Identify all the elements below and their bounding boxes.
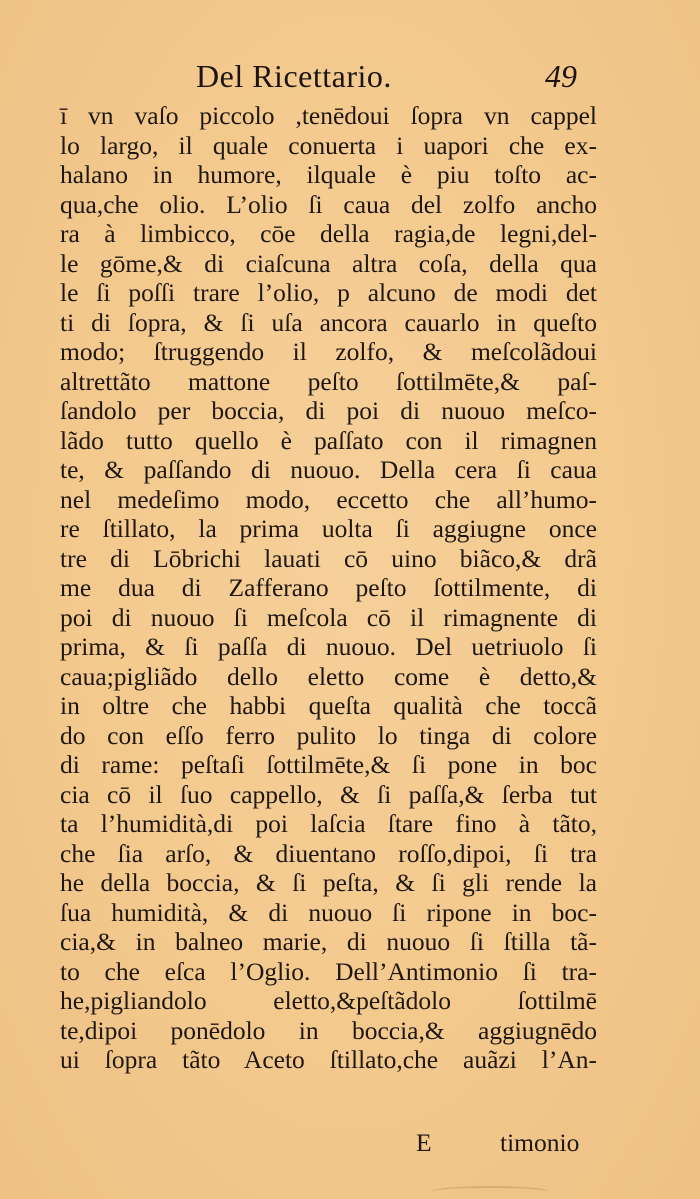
page-footer	[0, 1128, 700, 1162]
text-line: do con eſſo ferro pulito lo tinga di colore	[60, 720, 597, 750]
text-line: le ſi poſſi trare l’olio, p alcuno de modi det	[60, 278, 597, 307]
text-line: di rame: peſtaſi ſottilmēte,& ſi pone in boc	[60, 750, 597, 779]
text-line: he,pigliandolo eletto,&peſtãdolo ſottilmē	[60, 986, 597, 1015]
text-line: altrettãto mattone peſto ſottilmēte,& paſ-	[60, 366, 597, 396]
catchword: timonio	[500, 1128, 580, 1157]
text-line: cia cō il ſuo cappello, & ſi paſſa,& ſerba tut	[60, 779, 597, 809]
text-line: prima, & ſi paſſa di nuouo. Del uetriuolo ſi	[60, 632, 597, 661]
page-header	[0, 54, 700, 104]
text-line: tre di Lōbrichi lauati cō uino biãco,& drã	[60, 543, 597, 573]
text-line: halano in humore, ilquale è piu toſto ac-	[60, 160, 597, 189]
signature-mark: E	[416, 1128, 432, 1157]
text-line: re ſtillato, la prima uolta ſi aggiugne once	[60, 514, 597, 543]
text-line: ra à limbicco, cōe della ragia,de legni,del-	[60, 219, 597, 248]
running-head: Del Ricettario.	[196, 58, 392, 94]
page-number: 49	[545, 58, 577, 94]
text-line: in oltre che habbi queſta qualità che toccã	[60, 691, 597, 720]
text-line: me dua di Zafferano peſto ſottilmente, di	[60, 573, 597, 602]
text-line: ui ſopra tãto Aceto ſtillato,che auãzi l’An-	[60, 1045, 597, 1074]
text-line: ſua humidità, & di nuouo ſi ripone in boc-	[60, 897, 597, 927]
text-body	[60, 101, 620, 1075]
text-line: che ſia arſo, & diuentano roſſo,dipoi, ſi tra	[60, 838, 597, 868]
text-line: lo largo, il quale conuerta i uapori che ex-	[60, 130, 597, 160]
text-line: ī vn vaſo piccolo ,tenēdoui ſopra vn cappel	[60, 101, 597, 130]
text-line: caua;pigliãdo dello eletto come è detto,&	[60, 661, 597, 691]
text-line: le gōme,& di ciaſcuna altra coſa, della qua	[60, 248, 597, 278]
text-line: poi di nuouo ſi meſcola cō il rimagnente di	[60, 602, 597, 632]
text-line: te, & paſſando di nuouo. Della cera ſi caua	[60, 455, 597, 484]
show-through-mark	[430, 1186, 550, 1198]
text-line: ti di ſopra, & ſi uſa ancora cauarlo in queſto	[60, 307, 597, 337]
text-line: qua,che olio. L’olio ſi caua del zolfo ancho	[60, 189, 597, 219]
text-line: te,dipoi ponēdolo in boccia,& aggiugnēdo	[60, 1015, 597, 1045]
text-line: to che eſca l’Oglio. Dell’Antimonio ſi tra-	[60, 956, 597, 986]
text-line: ſandolo per boccia, di poi di nuouo meſco-	[60, 396, 597, 425]
text-line: modo; ſtruggendo il zolfo, & meſcolãdoui	[60, 337, 597, 366]
text-line: ta l’humidità,di poi laſcia ſtare fino à tãto,	[60, 809, 597, 838]
text-line: lãdo tutto quello è paſſato con il rimagnen	[60, 425, 597, 455]
text-line: cia,& in balneo marie, di nuouo ſi ſtilla tã-	[60, 927, 597, 956]
text-line: nel medeſimo modo, eccetto che all’humo-	[60, 484, 597, 514]
text-line: he della boccia, & ſi peſta, & ſi gli rende la	[60, 868, 597, 897]
